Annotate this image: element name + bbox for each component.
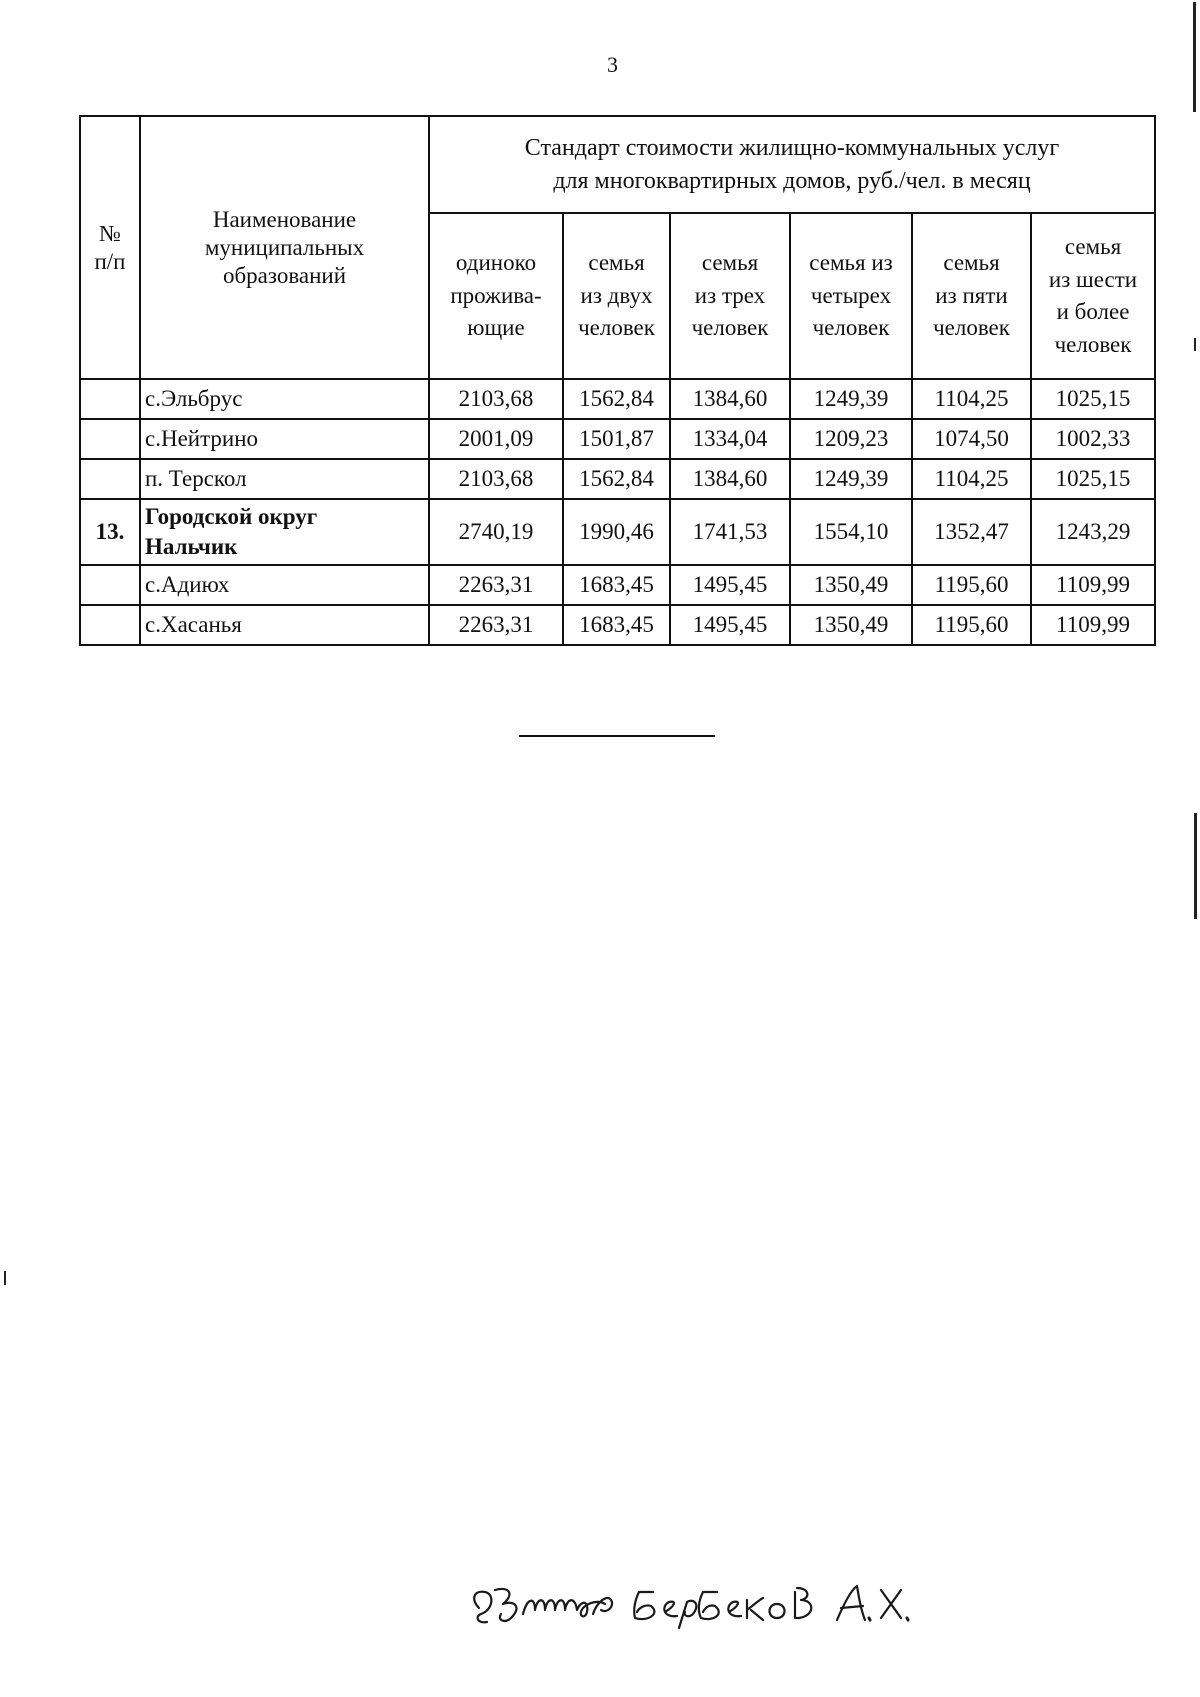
cost-value-cell: 1352,47	[912, 499, 1031, 565]
cost-value-cell: 2103,68	[429, 459, 563, 499]
municipality-name-cell: Городской округ Нальчик	[140, 499, 429, 565]
cost-value-cell: 1109,99	[1031, 605, 1155, 645]
cost-value-cell: 1495,45	[670, 565, 790, 605]
scan-edge-mark	[1194, 338, 1196, 351]
cost-value-cell: 2263,31	[429, 565, 563, 605]
municipality-name-cell: с.Адиюх	[140, 565, 429, 605]
municipality-name-cell: с.Нейтрино	[140, 419, 429, 459]
cost-value-cell: 1562,84	[563, 459, 670, 499]
scan-edge-mark	[4, 1271, 6, 1285]
header-household-column: семья из пяти человек	[912, 213, 1031, 379]
header-household-column: семья из трех человек	[670, 213, 790, 379]
cost-value-cell: 1350,49	[790, 605, 912, 645]
cost-value-cell: 1683,45	[563, 605, 670, 645]
signature	[465, 1570, 985, 1650]
municipality-name-cell: с.Хасанья	[140, 605, 429, 645]
table-row	[80, 379, 1155, 419]
cost-value-cell: 1104,25	[912, 459, 1031, 499]
cost-value-cell: 2103,68	[429, 379, 563, 419]
cost-value-cell: 1025,15	[1031, 379, 1155, 419]
table-row	[80, 605, 1155, 645]
municipality-name-cell: п. Терскол	[140, 459, 429, 499]
page-number: 3	[607, 52, 618, 77]
header-household-column: семья из двух человек	[563, 213, 670, 379]
row-number-cell	[80, 565, 140, 605]
cost-value-cell: 1195,60	[912, 605, 1031, 645]
housing-cost-standards-table	[79, 115, 1156, 646]
scan-edge-mark	[1194, 813, 1197, 919]
cost-value-cell: 1195,60	[912, 565, 1031, 605]
cost-value-cell: 1384,60	[670, 459, 790, 499]
row-number-cell	[80, 419, 140, 459]
cost-value-cell: 1501,87	[563, 419, 670, 459]
end-of-document-rule	[519, 735, 715, 737]
cost-value-cell: 1384,60	[670, 379, 790, 419]
header-household-column: семья из шести и более человек	[1031, 213, 1155, 379]
cost-value-cell: 1025,15	[1031, 459, 1155, 499]
cost-value-cell: 1249,39	[790, 379, 912, 419]
cost-value-cell: 1554,10	[790, 499, 912, 565]
table-row	[80, 499, 1155, 565]
header-household-column: одиноко прожива- ющие	[429, 213, 563, 379]
municipality-name-cell: с.Эльбрус	[140, 379, 429, 419]
cost-value-cell: 1209,23	[790, 419, 912, 459]
table-body	[80, 379, 1155, 645]
header-cost-standard-group: Стандарт стоимости жилищно-коммунальных услуг для многоквартирных домов, руб./чел. в месяц	[429, 116, 1155, 213]
header-municipality-name: Наименование муниципальных образований	[140, 116, 429, 379]
table-header	[80, 116, 1155, 379]
cost-value-cell: 1683,45	[563, 565, 670, 605]
cost-value-cell: 1074,50	[912, 419, 1031, 459]
row-number-cell: 13.	[80, 499, 140, 565]
cost-value-cell: 1562,84	[563, 379, 670, 419]
table-row	[80, 565, 1155, 605]
cost-value-cell: 1243,29	[1031, 499, 1155, 565]
row-number-cell	[80, 459, 140, 499]
cost-value-cell: 1002,33	[1031, 419, 1155, 459]
cost-value-cell: 1495,45	[670, 605, 790, 645]
header-household-column: семья из четырех человек	[790, 213, 912, 379]
cost-value-cell: 2263,31	[429, 605, 563, 645]
scan-edge-mark	[1193, 2, 1196, 112]
handwritten-signature	[465, 1570, 985, 1650]
cost-value-cell: 1350,49	[790, 565, 912, 605]
cost-value-cell: 2001,09	[429, 419, 563, 459]
cost-value-cell: 2740,19	[429, 499, 563, 565]
table-row	[80, 419, 1155, 459]
cost-value-cell: 1109,99	[1031, 565, 1155, 605]
header-row-number: № п/п	[80, 116, 140, 379]
cost-value-cell: 1334,04	[670, 419, 790, 459]
row-number-cell	[80, 379, 140, 419]
row-number-cell	[80, 605, 140, 645]
cost-value-cell: 1249,39	[790, 459, 912, 499]
cost-value-cell: 1741,53	[670, 499, 790, 565]
cost-value-cell: 1990,46	[563, 499, 670, 565]
table-row	[80, 459, 1155, 499]
cost-value-cell: 1104,25	[912, 379, 1031, 419]
